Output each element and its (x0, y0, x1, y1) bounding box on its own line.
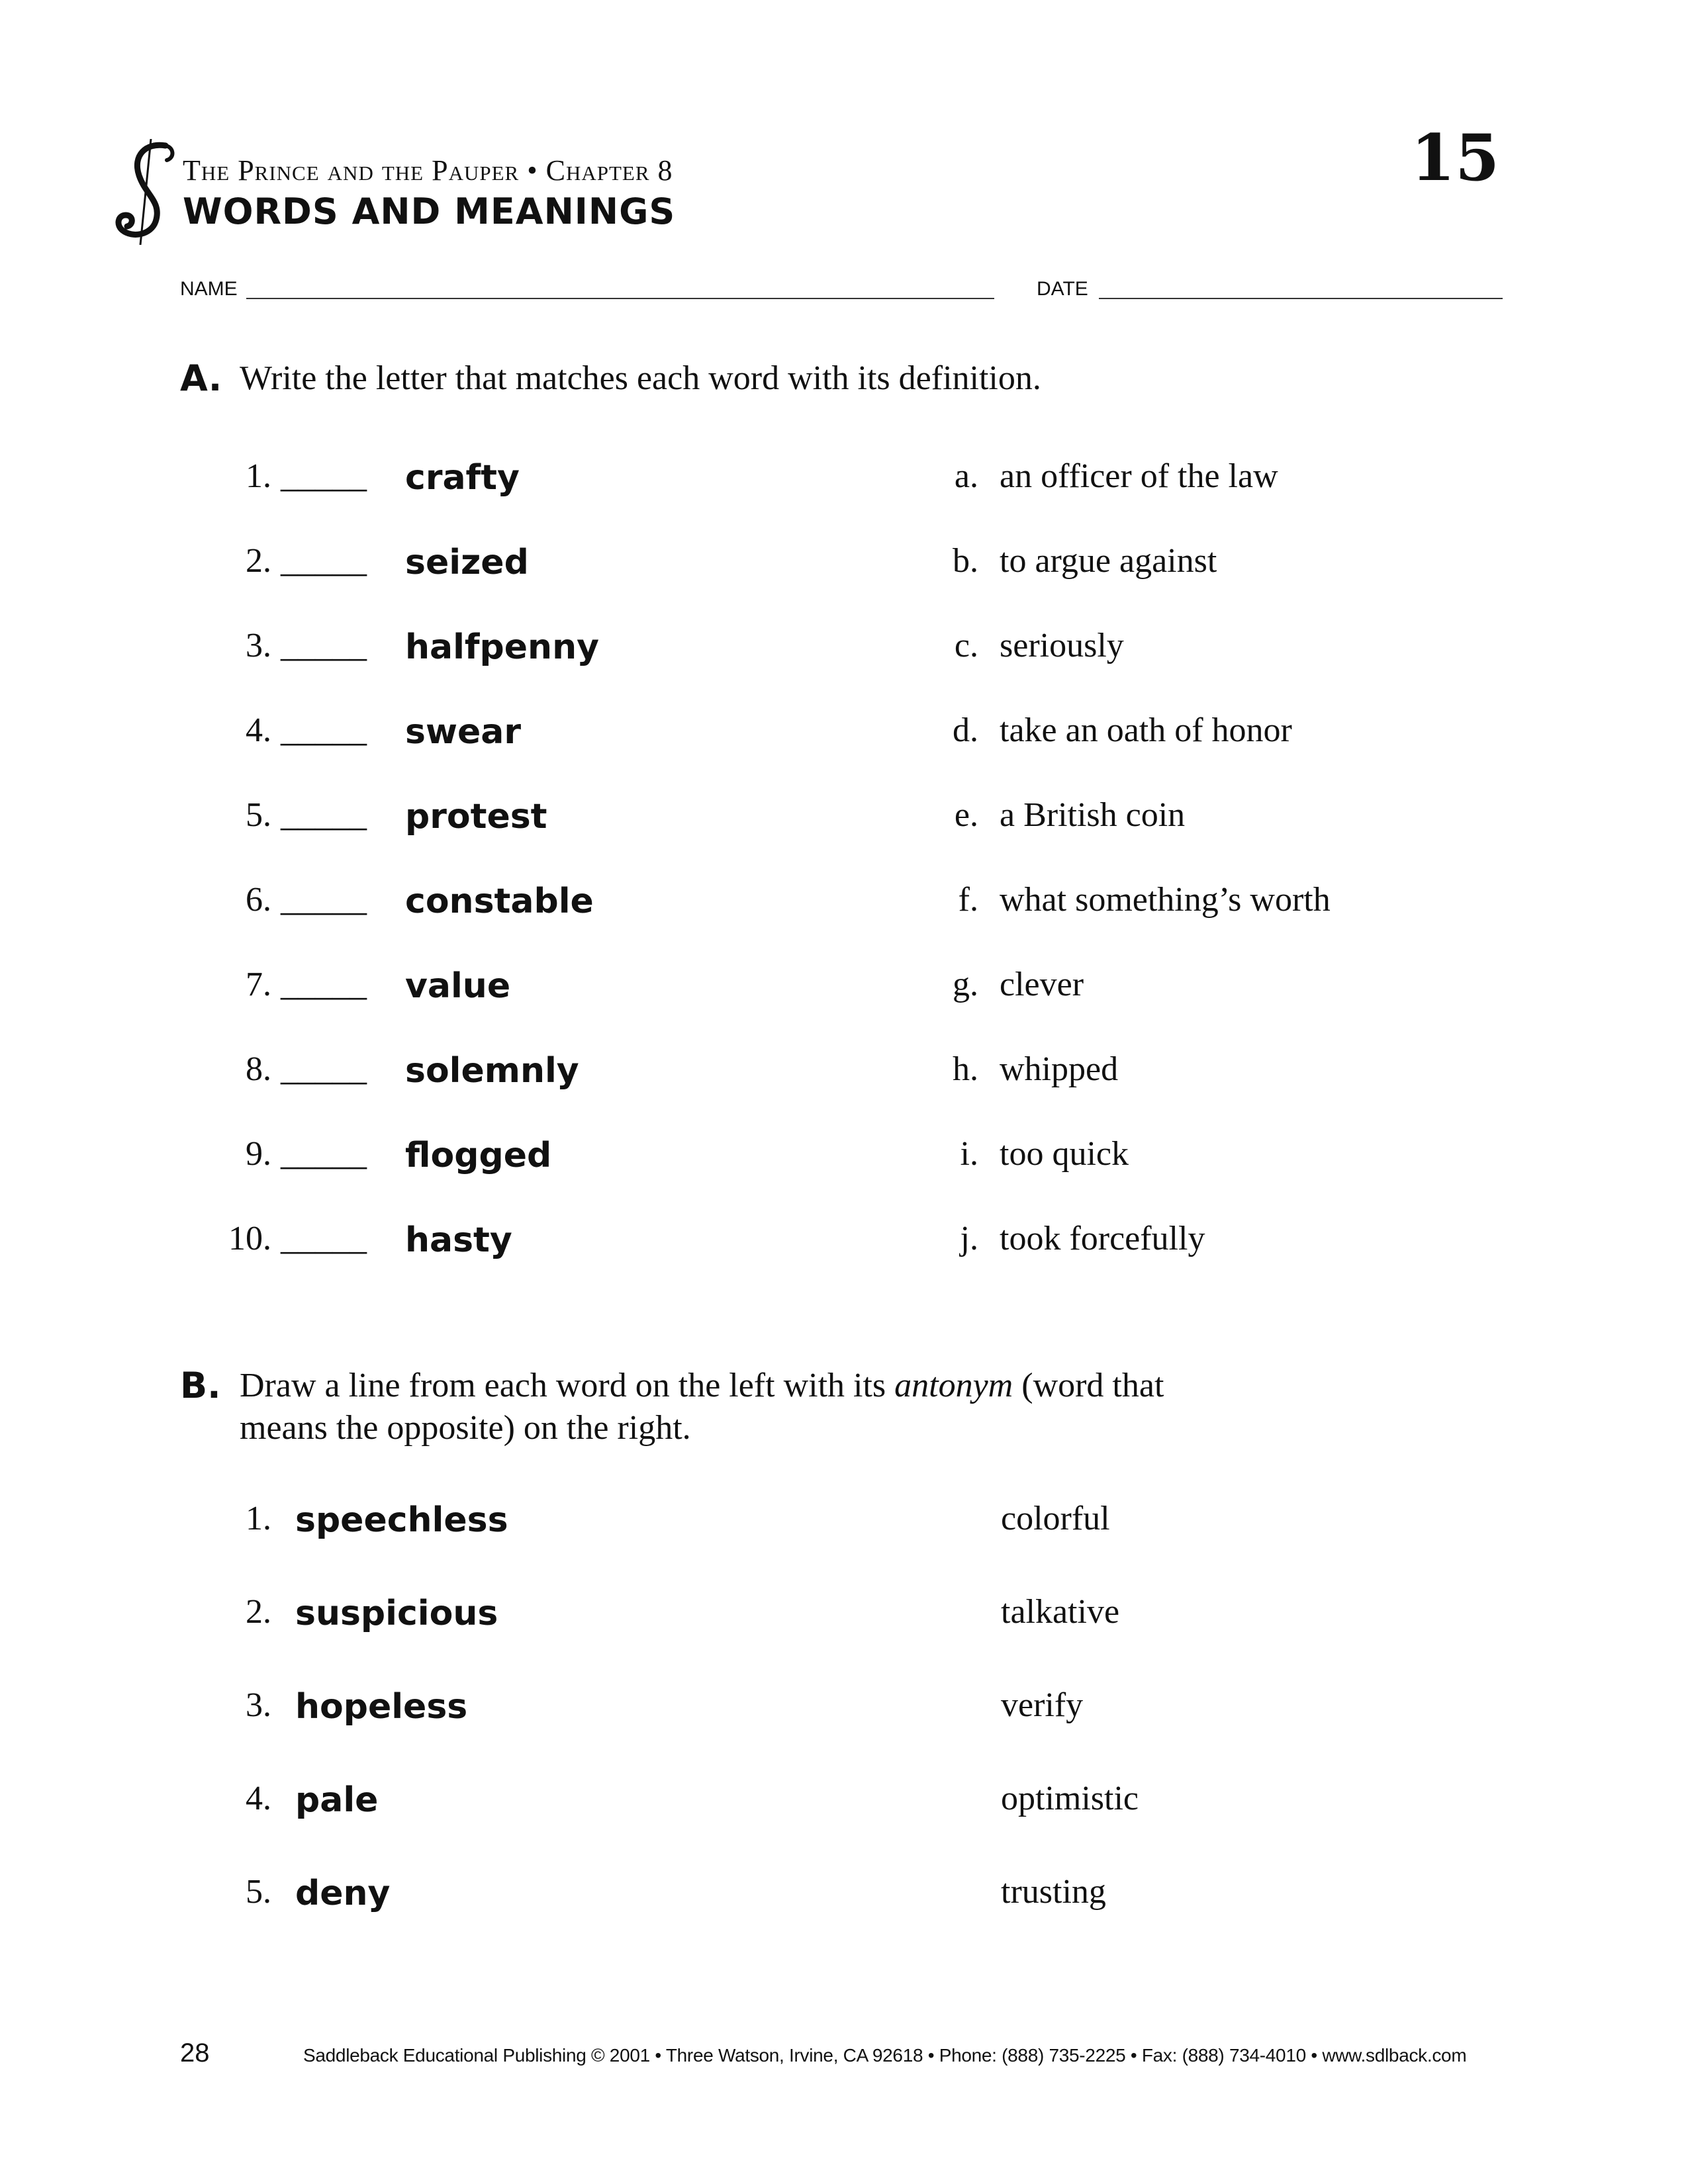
vocab-word: swear (405, 712, 521, 752)
antonym-option[interactable]: verify (1001, 1686, 1084, 1724)
antonym-option[interactable]: trusting (1001, 1873, 1106, 1911)
definition-letter: i. (960, 1135, 978, 1173)
item-number: 4. (246, 1780, 271, 1817)
vocab-word: seized (405, 543, 529, 582)
answer-blank[interactable]: _____ (281, 1135, 367, 1173)
vocab-word[interactable]: deny (295, 1874, 391, 1913)
instruction-text-start: Draw a line from each word on the left with its (240, 1367, 895, 1404)
definition-text: whipped (1000, 1050, 1119, 1088)
definition-letter: g. (953, 966, 978, 1003)
item-number: 3. (246, 627, 271, 664)
name-field[interactable] (246, 298, 994, 299)
vocab-word: halfpenny (405, 627, 599, 667)
item-number: 1. (246, 457, 271, 495)
definition-letter: j. (960, 1220, 978, 1257)
item-number: 9. (246, 1135, 271, 1173)
answer-blank[interactable]: _____ (281, 542, 367, 580)
antonym-option[interactable]: colorful (1001, 1500, 1110, 1537)
publisher-footer: Saddleback Educational Publishing © 2001 • Three Watson, Irvine, CA 92618 • Phone: (888) 735-2225 • Fax: (888) 734-4010 • www.sdlback.com (303, 2045, 1467, 2066)
definition-text: what something’s worth (1000, 881, 1331, 919)
section-b-instruction (240, 1365, 1497, 1449)
publisher-logo-icon (99, 139, 185, 245)
vocab-word: value (405, 966, 511, 1006)
vocab-word[interactable]: speechless (295, 1500, 508, 1540)
item-number: 5. (246, 796, 271, 834)
sheet-title: WORDS AND MEANINGS (183, 191, 676, 232)
antonym-term: antonym (894, 1367, 1013, 1404)
answer-blank[interactable]: _____ (281, 627, 367, 664)
definition-text: too quick (1000, 1135, 1129, 1173)
definition-letter: h. (953, 1050, 978, 1088)
definition-letter: d. (953, 711, 978, 749)
page-number: 28 (180, 2038, 210, 2068)
answer-blank[interactable]: _____ (281, 711, 367, 749)
answer-blank[interactable]: _____ (281, 457, 367, 495)
book-title: The Prince and the Pauper • Chapter 8 (183, 154, 673, 187)
definition-text: an officer of the law (1000, 457, 1278, 495)
item-number: 10. (228, 1220, 271, 1257)
answer-blank[interactable]: _____ (281, 1050, 367, 1088)
item-number: 2. (246, 1593, 271, 1631)
vocab-word: solemnly (405, 1051, 579, 1091)
item-number: 3. (246, 1686, 271, 1724)
definition-letter: a. (954, 457, 978, 495)
definition-letter: b. (953, 542, 978, 580)
answer-blank[interactable]: _____ (281, 881, 367, 919)
date-field[interactable] (1099, 298, 1503, 299)
section-a-letter: A. (180, 357, 222, 399)
sheet-number: 15 (1411, 120, 1499, 195)
definition-letter: e. (954, 796, 978, 834)
definition-text: take an oath of honor (1000, 711, 1292, 749)
name-label: NAME (180, 278, 238, 300)
item-number: 1. (246, 1500, 271, 1537)
vocab-word: crafty (405, 458, 520, 498)
item-number: 4. (246, 711, 271, 749)
vocab-word: hasty (405, 1220, 512, 1260)
definition-text: seriously (1000, 627, 1124, 664)
vocab-word[interactable]: pale (295, 1780, 379, 1820)
definition-text: clever (1000, 966, 1084, 1003)
answer-blank[interactable]: _____ (281, 1220, 367, 1257)
definition-text: a British coin (1000, 796, 1186, 834)
definition-text: took forcefully (1000, 1220, 1205, 1257)
instruction-text-line2: means the opposite) on the right. (240, 1409, 691, 1447)
item-number: 6. (246, 881, 271, 919)
vocab-word: constable (405, 882, 594, 921)
item-number: 8. (246, 1050, 271, 1088)
vocab-word: protest (405, 797, 547, 837)
vocab-word[interactable]: hopeless (295, 1687, 468, 1727)
item-number: 7. (246, 966, 271, 1003)
definition-letter: f. (958, 881, 978, 919)
vocab-word[interactable]: suspicious (295, 1594, 498, 1633)
definition-text: to argue against (1000, 542, 1217, 580)
antonym-option[interactable]: talkative (1001, 1593, 1120, 1631)
item-number: 2. (246, 542, 271, 580)
date-label: DATE (1037, 278, 1088, 300)
item-number: 5. (246, 1873, 271, 1911)
section-b-letter: B. (180, 1365, 221, 1406)
answer-blank[interactable]: _____ (281, 796, 367, 834)
definition-letter: c. (954, 627, 978, 664)
section-a-instruction: Write the letter that matches each word with its definition. (240, 359, 1041, 397)
answer-blank[interactable]: _____ (281, 966, 367, 1003)
instruction-text-end: (word that (1013, 1367, 1164, 1404)
antonym-option[interactable]: optimistic (1001, 1780, 1139, 1817)
vocab-word: flogged (405, 1136, 552, 1175)
